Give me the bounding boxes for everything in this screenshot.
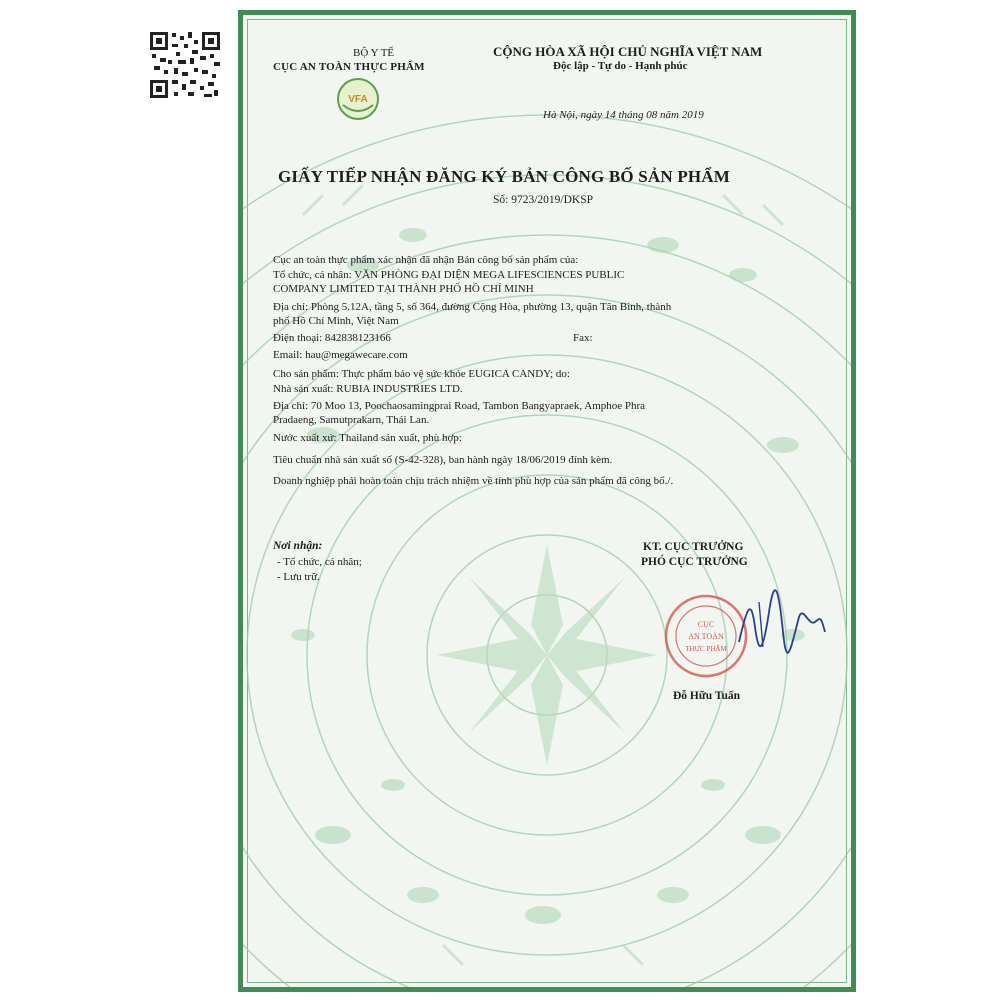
manufacturer-address-1: Địa chỉ: 70 Moo 13, Poochaosamingprai Road, Tambon Bangyapraek, Amphoe Phra <box>273 400 646 412</box>
stamp-text-3: THỰC PHẨM <box>685 645 727 653</box>
manufacturer-address-2: Pradaeng, Samutprakarn, Thái Lan. <box>273 414 430 426</box>
organization-line-2: COMPANY LIMITED TẠI THÀNH PHỐ HỒ CHÍ MINH <box>273 283 534 295</box>
republic-name: CỘNG HÒA XÃ HỘI CHỦ NGHĨA VIỆT NAM <box>493 44 763 59</box>
agency-name: CỤC AN TOÀN THỰC PHẨM <box>273 61 425 73</box>
stamp-text-2: AN TOÀN <box>688 632 724 641</box>
document-title: GIẤY TIẾP NHẬN ĐĂNG KÝ BẢN CÔNG BỐ SẢN PHẨM <box>278 167 731 186</box>
address-line-2: phố Hồ Chí Minh, Việt Nam <box>273 315 399 327</box>
responsibility-line: Doanh nghiệp phải hoàn toàn chịu trách nhiệm về tính phù hợp của sản phẩm đã công bố./. <box>273 475 674 487</box>
standard-line: Tiêu chuẩn nhà sản xuất số (S-42-328), ban hành ngày 18/06/2019 đính kèm. <box>273 454 613 466</box>
country-of-origin: Nước xuất xứ: Thailand sản xuất, phù hợp: <box>273 432 462 444</box>
qr-code <box>148 30 222 100</box>
manufacturer-line: Nhà sản xuất: RUBIA INDUSTRIES LTD. <box>273 383 463 395</box>
logo-text: VFA <box>348 94 368 105</box>
signatory-title-2: PHÓ CỤC TRƯỞNG <box>641 556 748 568</box>
stamp-text-1: CỤC <box>697 620 715 629</box>
vfa-logo <box>335 77 381 121</box>
signatory-title-1: KT. CỤC TRƯỞNG <box>643 541 744 553</box>
recipients-label: Nơi nhận: <box>273 540 323 552</box>
document-number: Số: 9723/2019/DKSP <box>493 194 594 206</box>
national-motto: Độc lập - Tự do - Hạnh phúc <box>553 60 688 72</box>
email-address: Email: hau@megawecare.com <box>273 349 408 361</box>
certificate-sheet <box>238 10 856 992</box>
address-line-1: Địa chỉ: Phòng 5.12A, tầng 5, số 364, đường Cộng Hòa, phường 13, quận Tân Bình, thành <box>273 301 672 313</box>
organization-line-1: Tổ chức, cá nhân: VĂN PHÒNG ĐẠI DIỆN MEGA LIFESCIENCES PUBLIC <box>273 269 625 281</box>
handwritten-signature <box>729 587 829 657</box>
product-line: Cho sản phẩm: Thực phẩm bảo vệ sức khỏe EUGICA CANDY; do: <box>273 368 570 380</box>
signer-name: Đỗ Hữu Tuấn <box>673 690 740 702</box>
fax-label: Fax: <box>573 332 593 344</box>
recipient-item: - Lưu trữ. <box>277 571 320 583</box>
phone-number: Điện thoại: 842838123166 <box>273 332 391 344</box>
issue-date: Hà Nội, ngày 14 tháng 08 năm 2019 <box>543 109 704 121</box>
intro-text: Cục an toàn thực phẩm xác nhận đã nhận Bản công bố sản phẩm của: <box>273 254 579 266</box>
recipient-item: - Tổ chức, cá nhân; <box>277 556 362 568</box>
ministry-name: BỘ Y TẾ <box>353 47 395 59</box>
